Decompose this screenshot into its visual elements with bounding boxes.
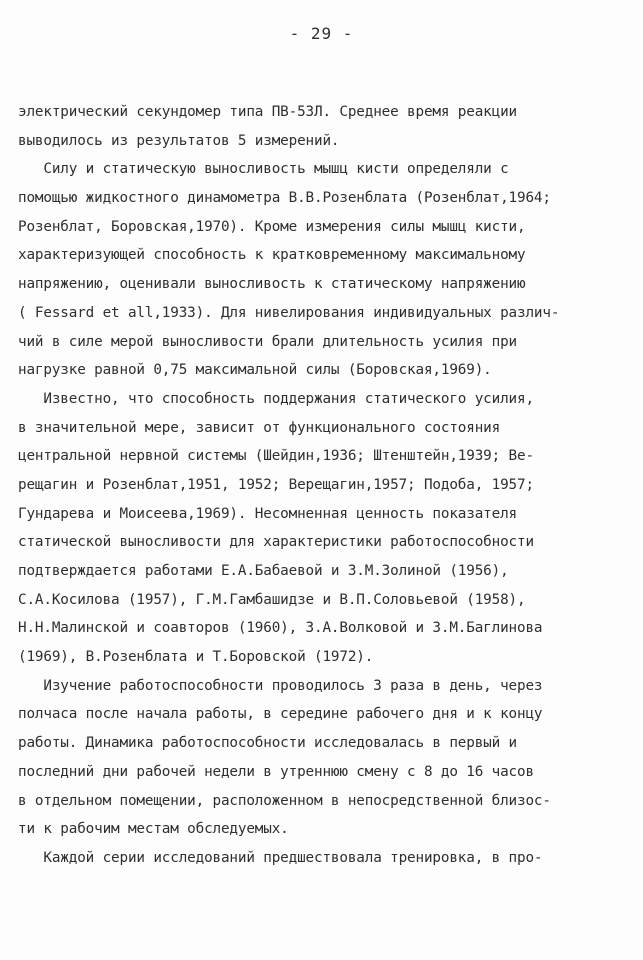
text-line: Розенблат, Боровская,1970). Кроме измерения силы мышц кисти,	[18, 218, 526, 235]
text-line: Силу и статическую выносливость мышц кисти определяли с	[18, 161, 509, 178]
text-line: подтверждается работами Е.А.Бабаевой и З.М.Золиной (1956),	[18, 563, 509, 579]
text-line: в значительной мере, зависит от функционального состояния	[18, 419, 501, 436]
text-line: электрический секундомер типа ПВ-53Л. Среднее время реакции	[18, 104, 517, 120]
text-line: С.А.Косилова (1957), Г.М.Гамбашидзе и В.П.Соловьевой (1958),	[18, 591, 526, 608]
text-line: напряжению, оценивали выносливость к статическому напряжению	[18, 276, 526, 293]
text-line: полчаса после начала работы, в середине рабочего дня и к концу	[18, 706, 543, 723]
text-line: Гундарева и Моисеева,1969). Несомненная ценность показателя	[18, 505, 517, 522]
text-line: центральной нервной системы (Шейдин,1936; Штенштейн,1939; Ве-	[18, 448, 534, 465]
text-line: ( Fessard et all,1933). Для нивелирования индивидуальных различ-	[18, 304, 560, 321]
text-line: характеризующей способность к кратковременному максимальному	[18, 247, 526, 264]
text-line: помощью жидкостного динамометра В.В.Розенблата (Розенблат,1964;	[18, 190, 551, 207]
text-line: ти к рабочим местам обследуемых.	[18, 821, 289, 838]
text-line: Каждой серии исследований предшествовала тренировка, в про-	[18, 849, 543, 866]
body-text	[18, 98, 630, 873]
text-line: в отдельном помещении, расположенном в непосредственной близос-	[18, 792, 551, 809]
text-line: нагрузке равной 0,75 максимальной силы (Боровская,1969).	[18, 362, 492, 379]
text-line: (1969), В.Розенблата и Т.Боровской (1972).	[18, 649, 374, 666]
text-line: последний дни рабочей недели в утреннюю смену с 8 до 16 часов	[18, 763, 534, 780]
text-line: Известно, что способность поддержания статического усилия,	[18, 390, 534, 407]
text-line: Н.Н.Малинской и соавторов (1960), З.А.Волковой и З.М.Баглинова	[18, 620, 543, 637]
text-line: Изучение работоспособности проводилось 3 раза в день, через	[18, 677, 543, 694]
page-number: - 29 -	[289, 24, 354, 43]
text-line: чий в силе мерой выносливости брали длительность усилия при	[18, 333, 517, 350]
text-line: выводилось из результатов 5 измерений.	[18, 132, 340, 149]
text-line: статической выносливости для характеристики работоспособности	[18, 534, 534, 551]
text-line: работы. Динамика работоспособности исследовалась в первый и	[18, 735, 517, 752]
text-line: рещагин и Розенблат,1951, 1952; Верещагин,1957; Подоба, 1957;	[18, 476, 534, 493]
